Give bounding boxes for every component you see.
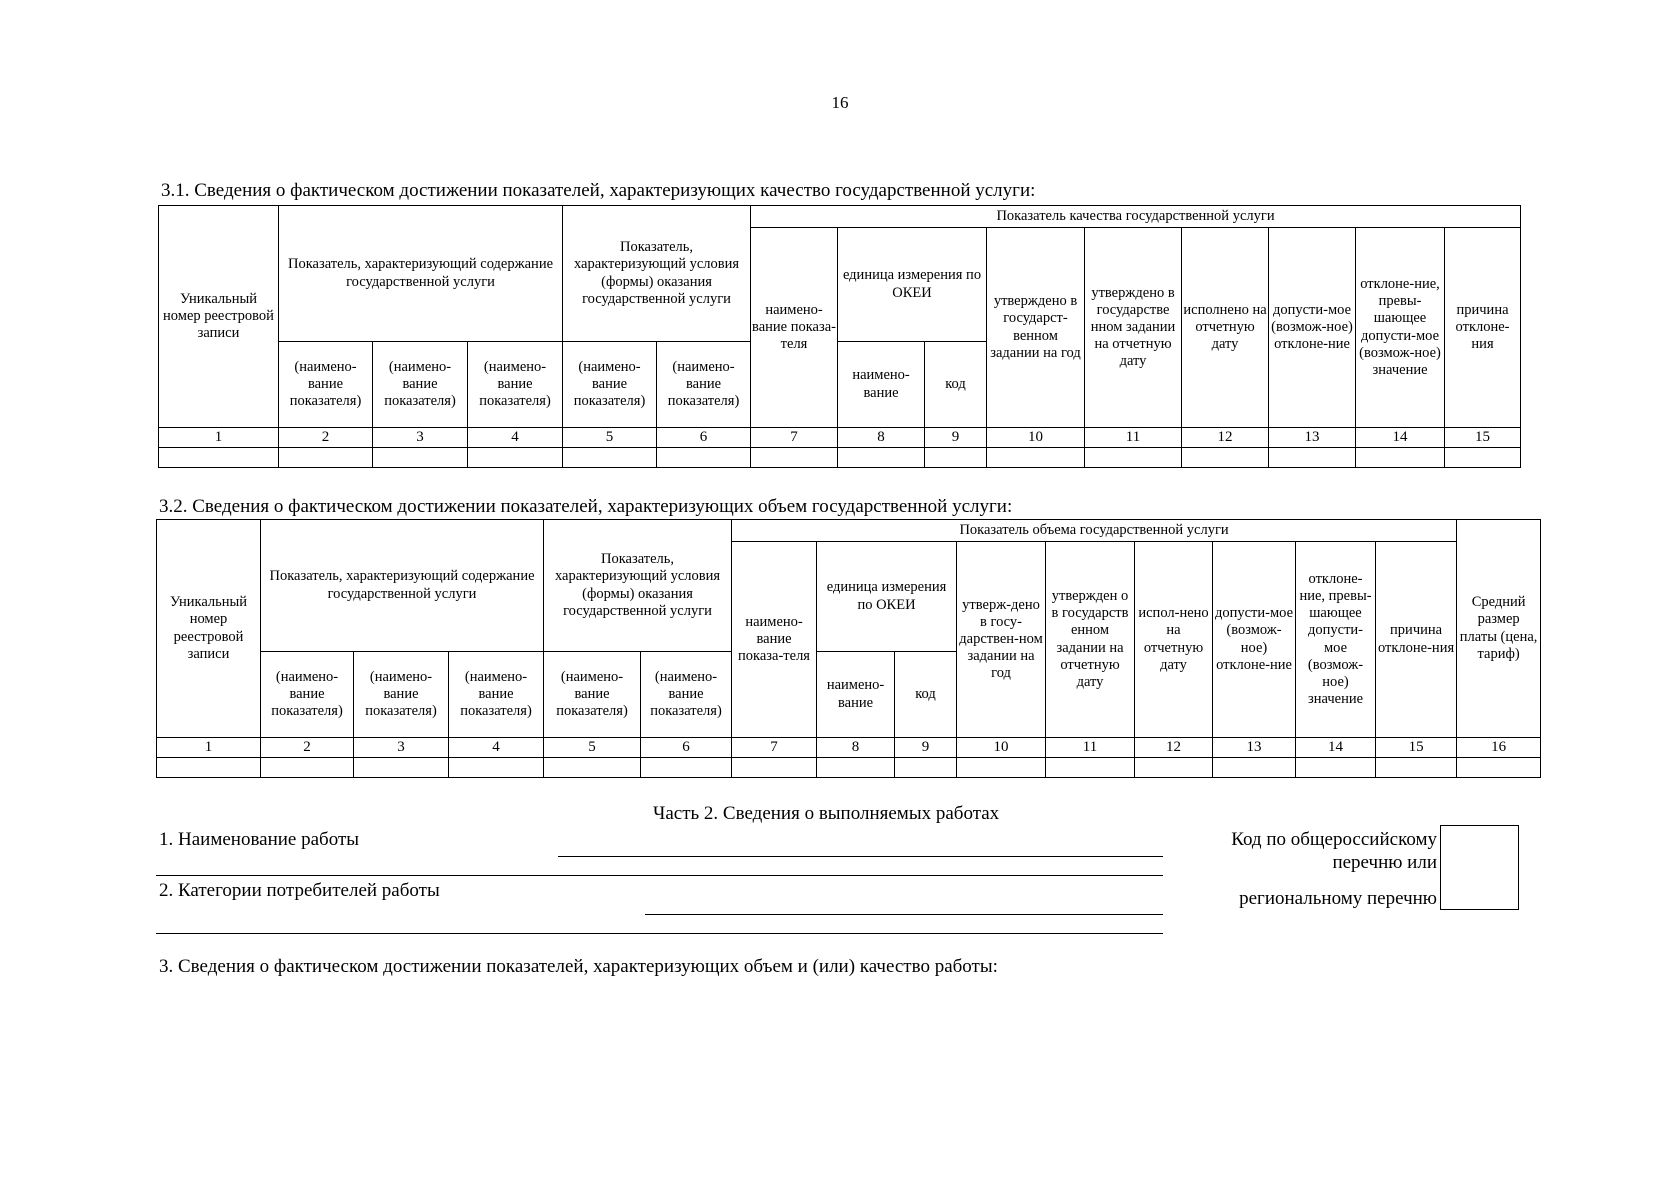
- header-allowed-deviation: допусти-мое (возмож-ное) отклоне-ние: [1269, 228, 1356, 428]
- column-number-row: [159, 428, 1521, 448]
- header-approved-period: утвержден о в государств енном задании на отчетную дату: [1046, 542, 1135, 738]
- data-cell[interactable]: [641, 758, 732, 778]
- column-number: 13: [1269, 428, 1356, 448]
- data-cell[interactable]: [1135, 758, 1213, 778]
- data-cell[interactable]: [261, 758, 354, 778]
- header-indicator: (наимено-вание показателя): [449, 652, 544, 738]
- data-cell[interactable]: [1213, 758, 1296, 778]
- data-cell[interactable]: [1046, 758, 1135, 778]
- header-approved-year: утверж-дено в госу-дарствен-ном задании на год: [957, 542, 1046, 738]
- header-unit-name: наимено-вание: [817, 652, 895, 738]
- work-name-field-line[interactable]: [558, 856, 1163, 857]
- column-number: 14: [1356, 428, 1445, 448]
- code-label-line2: перечню или: [1332, 852, 1437, 873]
- data-cell[interactable]: [1356, 448, 1445, 468]
- data-cell[interactable]: [1296, 758, 1376, 778]
- column-number: 6: [657, 428, 751, 448]
- column-number: 7: [751, 428, 838, 448]
- data-cell[interactable]: [987, 448, 1085, 468]
- data-cell[interactable]: [1445, 448, 1521, 468]
- header-indicator: (наимено-вание показателя): [468, 342, 563, 428]
- column-number: 9: [895, 738, 957, 758]
- work-categories-field-line[interactable]: [645, 914, 1163, 915]
- column-number: 8: [817, 738, 895, 758]
- column-number: 1: [159, 428, 279, 448]
- header-quality-group: Показатель качества государственной услуги: [751, 206, 1521, 228]
- data-cell[interactable]: [563, 448, 657, 468]
- column-number: 11: [1085, 428, 1182, 448]
- header-indicator: (наимено-вание показателя): [279, 342, 373, 428]
- header-average-fee: Средний размер платы (цена, тариф): [1457, 520, 1541, 738]
- column-number: 15: [1376, 738, 1457, 758]
- header-unit-name: наимено-вание: [838, 342, 925, 428]
- header-unit-code: код: [895, 652, 957, 738]
- data-cell[interactable]: [449, 758, 544, 778]
- column-number: 16: [1457, 738, 1541, 758]
- header-allowed-deviation: допусти-мое (возмож-ное) отклоне-ние: [1213, 542, 1296, 738]
- header-content-group: Показатель, характеризующий содержание государственной услуги: [261, 520, 544, 652]
- work-categories-field-line-2[interactable]: [156, 933, 1163, 934]
- header-indicator-name: наимено-вание показа-теля: [751, 228, 838, 428]
- data-cell[interactable]: [373, 448, 468, 468]
- section-32-title: 3.2. Сведения о фактическом достижении показателей, характеризующих объем государственной услуги:: [159, 496, 1013, 517]
- code-input-box[interactable]: [1440, 825, 1519, 910]
- code-label-line1: Код по общероссийскому: [1231, 829, 1437, 850]
- data-cell[interactable]: [925, 448, 987, 468]
- header-approved-year: утверждено в государст-венном задании на год: [987, 228, 1085, 428]
- header-indicator: (наимено-вание показателя): [373, 342, 468, 428]
- data-cell[interactable]: [817, 758, 895, 778]
- column-number: 9: [925, 428, 987, 448]
- header-excess-deviation: отклоне-ние, превы-шающее допусти-мое (возмож-ное) значение: [1296, 542, 1376, 738]
- data-cell[interactable]: [279, 448, 373, 468]
- column-number: 8: [838, 428, 925, 448]
- header-content-group: Показатель, характеризующий содержание государственной услуги: [279, 206, 563, 342]
- empty-data-row: [159, 448, 1521, 468]
- data-cell[interactable]: [159, 448, 279, 468]
- data-cell[interactable]: [1457, 758, 1541, 778]
- header-executed: испол-нено на отчетную дату: [1135, 542, 1213, 738]
- data-cell[interactable]: [468, 448, 563, 468]
- data-cell[interactable]: [732, 758, 817, 778]
- volume-indicators-table: [156, 519, 1541, 778]
- column-number: 11: [1046, 738, 1135, 758]
- column-number: 10: [987, 428, 1085, 448]
- section-31-title: 3.1. Сведения о фактическом достижении показателей, характеризующих качество государственной услуги:: [161, 180, 1036, 201]
- column-number: 15: [1445, 428, 1521, 448]
- header-approved-period: утверждено в государстве нном задании на отчетную дату: [1085, 228, 1182, 428]
- header-indicator-name: наимено-вание показа-теля: [732, 542, 817, 738]
- column-number: 12: [1135, 738, 1213, 758]
- data-cell[interactable]: [1182, 448, 1269, 468]
- data-cell[interactable]: [838, 448, 925, 468]
- data-cell[interactable]: [1376, 758, 1457, 778]
- column-number: 3: [373, 428, 468, 448]
- header-indicator: (наимено-вание показателя): [354, 652, 449, 738]
- data-cell[interactable]: [544, 758, 641, 778]
- header-registry: Уникальный номер реестровой записи: [159, 206, 279, 428]
- data-cell[interactable]: [1269, 448, 1356, 468]
- header-unit: единица измерения по ОКЕИ: [838, 228, 987, 342]
- header-reason: причина отклоне-ния: [1376, 542, 1457, 738]
- data-cell[interactable]: [1085, 448, 1182, 468]
- header-indicator: (наимено-вание показателя): [657, 342, 751, 428]
- data-cell[interactable]: [957, 758, 1046, 778]
- header-unit-code: код: [925, 342, 987, 428]
- column-number-row: [157, 738, 1541, 758]
- column-number: 3: [354, 738, 449, 758]
- quality-indicators-table: [158, 205, 1521, 468]
- data-cell[interactable]: [157, 758, 261, 778]
- header-indicator: (наимено-вание показателя): [544, 652, 641, 738]
- header-volume-group: Показатель объема государственной услуги: [732, 520, 1457, 542]
- empty-data-row: [157, 758, 1541, 778]
- header-executed: исполнено на отчетную дату: [1182, 228, 1269, 428]
- header-condition-group: Показатель, характеризующий условия (формы) оказания государственной услуги: [563, 206, 751, 342]
- work-name-label: 1. Наименование работы: [159, 829, 360, 850]
- column-number: 4: [449, 738, 544, 758]
- column-number: 5: [563, 428, 657, 448]
- column-number: 7: [732, 738, 817, 758]
- data-cell[interactable]: [895, 758, 957, 778]
- code-label-line3: региональному перечню: [1239, 888, 1437, 909]
- column-number: 6: [641, 738, 732, 758]
- data-cell[interactable]: [657, 448, 751, 468]
- part2-title: Часть 2. Сведения о выполняемых работах: [653, 803, 1000, 824]
- header-reason: причина отклоне-ния: [1445, 228, 1521, 428]
- column-number: 1: [157, 738, 261, 758]
- header-condition-group: Показатель, характеризующий условия (формы) оказания государственной услуги: [544, 520, 732, 652]
- page-number: 16: [831, 93, 849, 112]
- header-registry: Уникальный номер реестровой записи: [157, 520, 261, 738]
- column-number: 10: [957, 738, 1046, 758]
- section-3-work-title: 3. Сведения о фактическом достижении показателей, характеризующих объем и (или) качество работы:: [159, 956, 998, 977]
- column-number: 5: [544, 738, 641, 758]
- header-indicator: (наимено-вание показателя): [641, 652, 732, 738]
- data-cell[interactable]: [751, 448, 838, 468]
- column-number: 4: [468, 428, 563, 448]
- column-number: 12: [1182, 428, 1269, 448]
- work-name-field-line-2[interactable]: [156, 875, 1163, 876]
- header-indicator: (наимено-вание показателя): [261, 652, 354, 738]
- header-excess-deviation: отклоне-ние, превы-шающее допусти-мое (возмож-ное) значение: [1356, 228, 1445, 428]
- data-cell[interactable]: [354, 758, 449, 778]
- column-number: 14: [1296, 738, 1376, 758]
- header-unit: единица измерения по ОКЕИ: [817, 542, 957, 652]
- column-number: 2: [261, 738, 354, 758]
- work-categories-label: 2. Категории потребителей работы: [159, 880, 440, 901]
- column-number: 2: [279, 428, 373, 448]
- header-indicator: (наимено-вание показателя): [563, 342, 657, 428]
- column-number: 13: [1213, 738, 1296, 758]
